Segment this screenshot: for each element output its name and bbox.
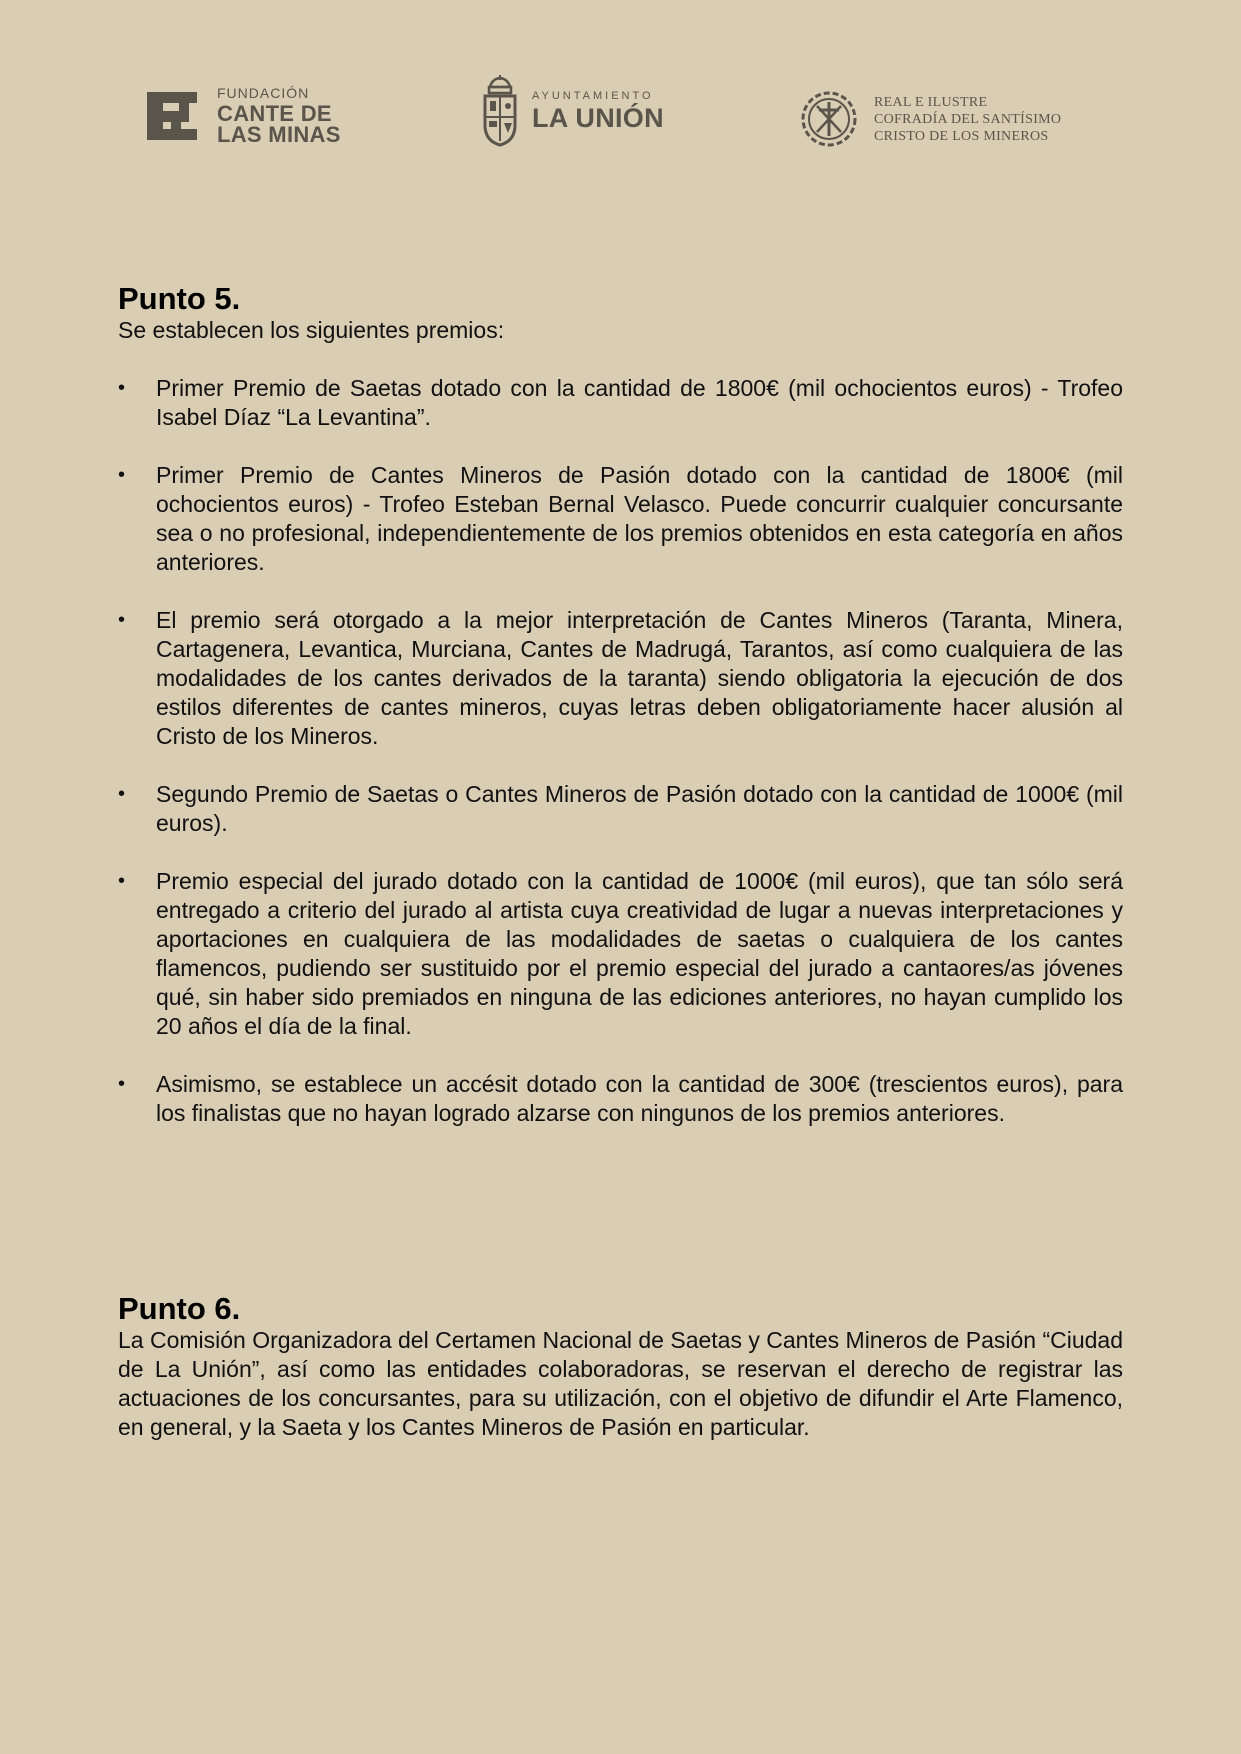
ayuntamiento-logo-text: [532, 91, 664, 132]
punto-6-heading: Punto 6.: [118, 1291, 241, 1326]
bullet-icon: •: [118, 783, 126, 805]
prize-text: Primer Premio de Saetas dotado con la cantidad de 1800€ (mil ochocientos euros) - Trofeo Isabel Díaz “La Levantina”.: [156, 375, 1123, 430]
cofradia-line-1: REAL E ILUSTRE: [874, 94, 988, 110]
prize-list: [118, 374, 1123, 1128]
ayuntamiento-label: AYUNTAMIENTO: [532, 89, 654, 102]
fundacion-label: FUNDACIÓN: [217, 85, 310, 101]
cofradia-line-2: COFRADÍA DEL SANTÍSIMO: [874, 111, 1062, 127]
la-union-label: LA UNIÓN: [532, 102, 664, 133]
cofradia-line-3: CRISTO DE LOS MINEROS: [874, 128, 1049, 144]
bullet-icon: •: [118, 870, 126, 892]
list-item: [118, 374, 1123, 432]
list-item: [118, 780, 1123, 838]
prize-text: Premio especial del jurado dotado con la cantidad de 1000€ (mil euros), que tan sólo será entregado a criterio del jurado al artista cuya creatividad de lugar a nuevas interpretaciones y aportaciones en cualquiera de las modalidades de saetas o cualquiera de los cantes flamencos, pudiendo ser sustituido por el premio especial del jurado a cantaores/as jóvenes qué, sin haber sido premiados en ninguna de las ediciones anteriores, no hayan cumplido los 20 años el día de la final.: [156, 868, 1123, 1039]
punto-6-section: [118, 1292, 1123, 1442]
bullet-icon: •: [118, 377, 126, 399]
las-minas-label: LAS MINAS: [217, 122, 341, 147]
bullet-icon: •: [118, 609, 126, 631]
list-item: [118, 1070, 1123, 1128]
fundacion-logo-text: [217, 86, 341, 145]
page-header: [0, 70, 1241, 160]
ayuntamiento-la-union-logo: [482, 75, 664, 147]
list-item: [118, 461, 1123, 577]
fundacion-cante-de-las-minas-logo: [145, 86, 341, 145]
prize-text: El premio será otorgado a la mejor interpretación de Cantes Mineros (Taranta, Minera, Cartagenera, Levantica, Murciana, Cantes de Madrugá, Tarantos, así como cualquiera de las modalidades de los cantes derivados de la taranta) siendo obligatoria la ejecución de dos estilos diferentes de cantes mineros, cuyas letras deben obligatoriamente hacer alusión al Cristo de los Mineros.: [156, 607, 1123, 749]
list-item: [118, 606, 1123, 751]
cofradia-logo-text: [874, 94, 1061, 145]
prize-text: Asimismo, se establece un accésit dotado con la cantidad de 300€ (trescientos euros), para los finalistas que no hayan logrado alzarse con ningunos de los premios anteriores.: [156, 1071, 1123, 1126]
bullet-icon: •: [118, 1073, 126, 1095]
list-item: [118, 867, 1123, 1041]
cofradia-cristo-mineros-logo: [800, 90, 1061, 148]
punto-6-body: La Comisión Organizadora del Certamen Nacional de Saetas y Cantes Mineros de Pasión “Ciudad de La Unión”, así como las entidades colaboradoras, se reservan el derecho de registrar las actuaciones de los concursantes, para su utilización, con el objetivo de difundir el Arte Flamenco, en general, y la Saeta y los Cantes Mineros de Pasión en particular.: [118, 1327, 1123, 1440]
punto-5-intro: Se establecen los siguientes premios:: [118, 317, 505, 343]
punto-5-section: [118, 282, 1123, 1157]
punto-5-heading: Punto 5.: [118, 281, 241, 316]
cante-de-label: CANTE DE: [217, 101, 332, 126]
prize-text: Segundo Premio de Saetas o Cantes Mineros de Pasión dotado con la cantidad de 1000€ (mil euros).: [156, 781, 1123, 836]
cofradia-seal-icon: [800, 90, 858, 148]
cante-de-las-minas-logo-icon: [145, 90, 199, 142]
prize-text: Primer Premio de Cantes Mineros de Pasión dotado con la cantidad de 1800€ (mil ochocientos euros) - Trofeo Esteban Bernal Velasco. Puede concurrir cualquier concursante sea o no profesional, independientemente de los premios obtenidos en esta categoría en años anteriores.: [156, 462, 1123, 575]
coat-of-arms-icon: [482, 75, 518, 147]
bullet-icon: •: [118, 464, 126, 486]
